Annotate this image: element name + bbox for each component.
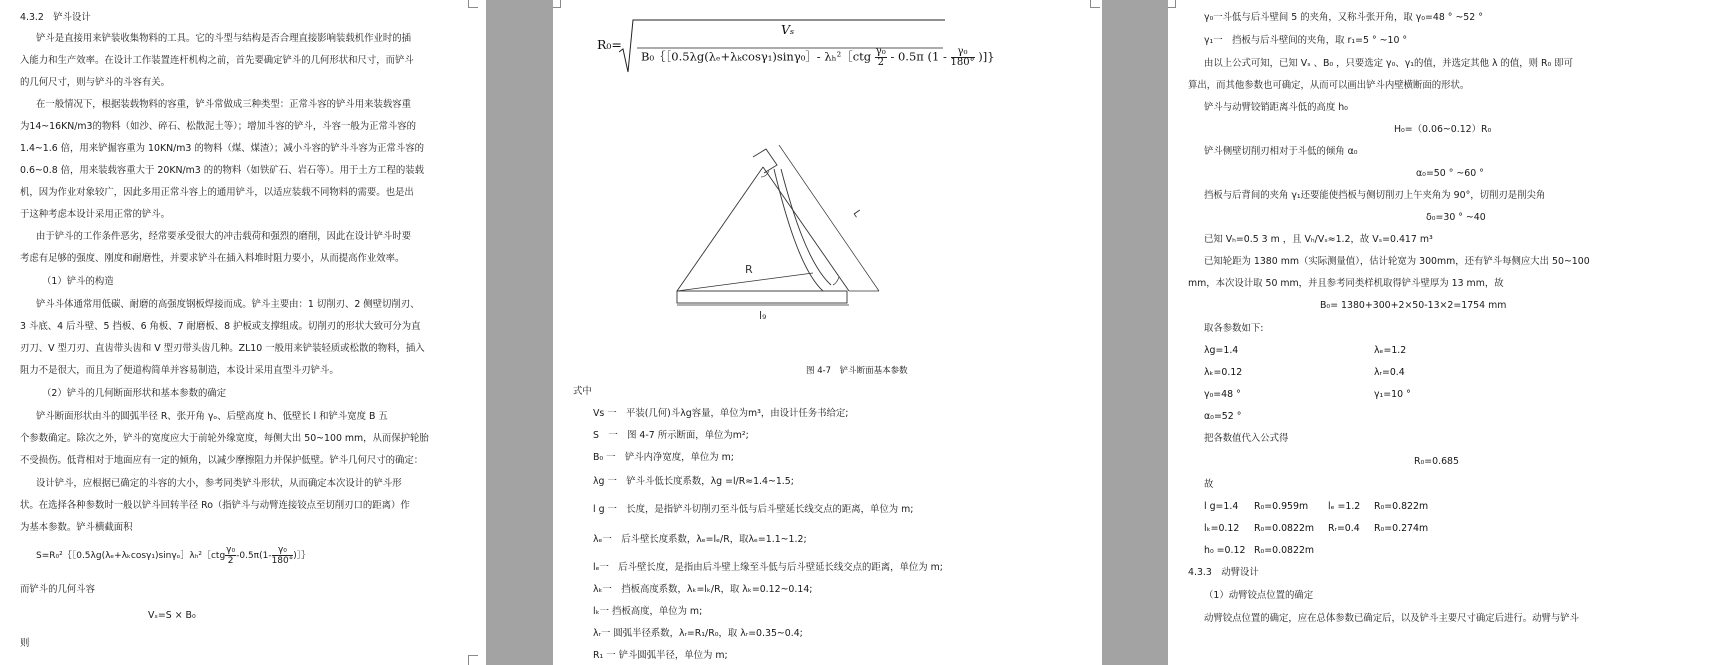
paragraph-line: 取各参数如下: [1204,323,1264,334]
fraction-numerator: γ₀ [272,545,294,556]
fraction-denominator: 180° [271,556,294,566]
dimension-line-l [779,145,879,291]
symbol-definition: lₖ一 挡板高度，单位为 m; [593,606,703,617]
document-page-right [1168,0,1721,665]
crop-mark [553,0,561,8]
param-value: λg=1.4 [1204,345,1239,356]
paragraph-line: 考虑有足够的强度、刚度和耐磨性，并要求铲斗在插入料堆时阻力要小，从而提高作业效率。 [20,253,405,264]
section-heading: 4.3.2 铲斗设计 [20,12,91,23]
paragraph-line: 铲斗是直接用来铲装收集物料的工具。它的斗型与结构是否合理直接影响装载机作业时的插 [36,33,412,44]
param-value: α₀=52 ° [1204,411,1242,422]
result-value: R₀=0.822m [1374,501,1429,512]
page-gutter [1102,0,1168,665]
param-value: γ₀=48 ° [1204,389,1241,400]
paragraph-line: 状。在选择各种参数时一般以铲斗回转半径 Ro（指铲斗与动臂连接铰点至切削刃口的距离）作 [20,500,410,511]
crop-mark [1168,0,1176,8]
result-value: lₖ=0.12 [1204,523,1240,534]
paragraph-line: 由于铲斗的工作条件恶劣，经常要承受很大的冲击载荷和强烈的磨削，因此在设计铲斗时要 [36,231,412,242]
formula-part: )］｝ [293,551,311,561]
fraction-numerator: γ₀ [226,545,236,555]
r0-formula-lhs: R₀= [597,37,622,52]
label-r: R [745,263,753,276]
paragraph-line: 而铲斗的几何斗容 [20,584,96,595]
paragraph-line: 入能力和生产效率。在设计工作装置连杆机构之前，首先要确定铲斗的几何形状和尺寸，而铲斗 [20,55,414,66]
formula-line: B₀= 1380+300+2×50-13×2=1754 mm [1320,300,1507,311]
paragraph-line: 为14~16KN/m3的物料（如沙、碎石、松散泥土等）；增加斗容的铲斗，斗容一般为正常斗容的 [20,121,416,132]
document-page-left [0,0,486,665]
symbol-definition: γ₀一斗低与后斗壁间 5 的夹角，又称斗张开角，取 γ₀=48 ° ~52 ° [1204,12,1483,23]
result-value: R₀=0.0822m [1254,523,1315,534]
paragraph-line: 1.4~1.6 倍，用来铲掘容重为 10KN/m3 的物料（煤、煤渣）；减小斗容的铲斗斗容为正常斗容的 [20,143,425,154]
symbol-definition: S 一 图 4-7 所示断面，单位为m²; [593,430,749,441]
result-value: h₀ =0.12 [1204,545,1246,556]
symbol-definition: R₁ 一 铲斗圆弧半径，单位为 m; [593,650,728,661]
formula-part: S=R₀²｛［0.5λg(λₑ+λₖcosγ₁)sinγₒ］λₕ²［ctg [36,551,226,561]
formula-part: - 0.5π (1 - [890,49,947,64]
formula-denominator [641,47,995,68]
paragraph-line: 已知 Vₕ=0.5 3 m ，且 Vₕ/Vₛ≈1.2，故 Vₛ=0.417 m³ [1204,234,1433,245]
symbol-definition: λᵣ一 圆弧半径系数，λᵣ=R₁/R₀，取 λᵣ=0.35~0.4; [593,628,803,639]
formula-part: -0.5π(1- [236,551,272,561]
paragraph-line: 铲斗侧壁切削刃相对于斗低的倾角 α₀ [1204,146,1358,157]
paragraph-line: mm，本次设计取 50 mm，并且参考同类样机取得铲斗壁厚为 13 mm，故 [1188,278,1504,289]
symbol-definition: λₖ一 挡板高度系数，λₖ=lₖ/R，取 λₖ=0.12~0.14; [593,584,813,595]
paragraph-line: 不受损伤。低背相对于地面应有一定的倾角，以减少摩擦阻力并保护低壁。铲斗几何尺寸的确定： [20,455,424,466]
area-formula [36,544,310,568]
result-value: Rᵣ=0.4 [1328,523,1360,534]
result-value: R₀=0.0822m [1254,545,1315,556]
symbol-definition: l g 一 长度，是指铲斗切削刃至斗低与后斗壁延长线交点的距离，单位为 m; [593,504,914,515]
formula-part: B₀｛［0.5λg(λₑ+λₖcosγ₁)sinγ₀］- λₕ²［ctg [641,49,872,64]
label-lg: l₉ [759,309,767,322]
volume-formula: Vₛ=S × B₀ [148,610,196,621]
symbol-definition: λₑ一 后斗壁长度系数，λₑ=lₑ/R，取λₑ=1.1~1.2; [593,534,807,545]
paragraph-line: 铲斗斗体通常用低碳、耐磨的高强度钢板焊接而成。铲斗主要由：1 切削刃、2 侧壁切削刃、 [36,299,420,310]
paragraph-line: 则 [20,638,30,649]
figure-caption: 图 4-7 铲斗断面基本参数 [806,366,908,376]
paragraph-line: 把各数值代入公式得 [1204,433,1289,444]
paragraph-line: 算出，而其他参数也可确定，从而可以画出铲斗内壁横断面的形状。 [1188,80,1470,91]
param-value: γ₁=10 ° [1374,389,1411,400]
symbol-definition: γ₁一 挡板与后斗壁间的夹角，取 r₁=5 ° ~10 ° [1204,35,1408,46]
subsection-heading: （2）铲斗的几何断面形状和基本参数的确定 [42,388,227,399]
paragraph-line: 挡板与后背间的夹角 γ₁还要能使挡板与侧切削刃上午夹角为 90°，切削刃是削尖角 [1204,190,1546,201]
result-value: l g=1.4 [1204,501,1239,512]
where-label: 式中 [573,386,592,397]
result-value: R₀=0.959m [1254,501,1309,512]
front-wall-line [763,167,849,291]
formula-fraction [272,545,294,566]
param-value: λₖ=0.12 [1204,367,1243,378]
param-value: λₑ=1.2 [1374,345,1407,356]
paragraph-line: 在一般情况下，根据装载物料的容重，铲斗常做成三种类型：正常斗容的铲斗用来装载容重 [36,99,412,110]
formula-fraction [225,545,236,566]
label-l: L [850,208,863,220]
paragraph-line: 设计铲斗，应根据已确定的斗容的大小，参考同类铲斗形状，从而确定本次设计的铲斗形 [36,478,402,489]
fraction-denominator: 2 [877,57,884,68]
formula-numerator: Vₛ [781,22,795,37]
fraction-numerator: γ₀ [875,46,886,57]
paragraph-line: 刃刀、V 型刀刃、直齿带头齿和 V 型刃带头齿几种。ZL10 一般用来铲装轻质或松散的物料，插入 [20,343,425,354]
paragraph-line: 个参数确定。除次之外，铲斗的宽度应大于前轮外缘宽度，每侧大出 50~100 mm，从而保护轮胎 [20,433,429,444]
document-page-middle [553,0,1102,665]
paragraph-line: 0.6~0.8 倍，用来装载容重大于 20KN/m3 的的物料（如铁矿石、岩石等）。用于土方工程的装载 [20,165,425,176]
paragraph-line: 阻力不是很大，而且为了便道构简单并容易制造，本设计采用直型斗刃铲斗。 [20,365,339,376]
symbol-definition: λg 一 铲斗斗低长度系数，λg =l/R≈1.4~1.5; [593,476,794,487]
paragraph-line: 为基本参数。铲斗横截面积 [20,522,133,533]
paragraph-line: 由以上公式可知，已知 Vₛ 、B₀ ，只要选定 γ₀、γ₁的值，并选定其他 λ 的值，则 R₀ 即可 [1204,58,1574,69]
param-value: λᵣ=0.4 [1374,367,1405,378]
subsection-heading: （1）铲斗的构造 [42,276,114,287]
crop-mark [1090,0,1100,8]
formula-line: R₀=0.685 [1414,456,1459,467]
paragraph-line: 于这种考虑本设计采用正常的铲斗。 [20,209,171,220]
formula-fraction [951,47,975,68]
result-value: lₑ =1.2 [1328,501,1361,512]
section-heading: 4.3.3 动臂设计 [1188,567,1259,578]
formula-part: )]} [978,49,995,64]
fraction-denominator: 2 [227,556,234,566]
paragraph-line: 故 [1204,479,1214,490]
fraction-denominator: 180° [950,57,975,68]
page-gutter [486,0,553,665]
crop-mark [468,0,478,8]
paragraph-line: 动臂铰点位置的确定，应在总体参数已确定后，以及铲斗主要尺寸确定后进行。动臂与铲斗 [1204,613,1580,624]
formula-line: H₀=（0.06~0.12）R₀ [1394,124,1492,135]
symbol-definition: Vs 一 平装(几何)斗λg容量，单位为m³，由设计任务书给定; [593,408,849,419]
formula-line: δ₀=30 ° ~40 [1426,212,1486,223]
symbol-definition: lₑ一 后斗壁长度，是指由后斗壁上缘至斗低与后斗壁延长线交点的距离，单位为 m; [593,562,943,573]
crop-mark [468,655,478,665]
bucket-section-diagram [673,145,933,325]
inner-arc [774,169,823,291]
result-value: R₀=0.274m [1374,523,1429,534]
formula-fraction [875,47,887,68]
formula-line: α₀=50 ° ~60 ° [1416,168,1484,179]
paragraph-line: 铲斗与动臂铰销距离斗低的高度 h₀ [1204,102,1348,113]
paragraph-line: 铲斗断面形状由斗的圆弧半径 R、张开角 γₒ、后壁高度 h、低壁长 l 和铲斗宽度 B 五 [36,411,388,422]
paragraph-line: 的几何尺寸，则与铲斗的斗容有关。 [20,77,171,88]
paragraph-line: 机，因为作业对象较广，因此多用正常斗容上的通用铲斗，以适应装载不同物料的需要。也是出 [20,187,414,198]
symbol-definition: B₀ 一 铲斗内净宽度，单位为 m; [593,452,734,463]
paragraph-line: 3 斗底、4 后斗壁、5 挡板、6 角板、7 耐磨板、8 护板或支撑组成。切削刃的形状大致可分为直 [20,321,421,332]
fraction-numerator: γ₀ [951,47,975,58]
subsection-heading: （1）动臂铰点位置的确定 [1204,590,1314,601]
paragraph-line: 已知轮距为 1380 mm（实际测量值），估计轮宽为 300mm，还有铲斗每侧应大出 50~100 [1204,256,1590,267]
angle-mark [833,277,839,285]
bucket-floor [677,291,847,303]
